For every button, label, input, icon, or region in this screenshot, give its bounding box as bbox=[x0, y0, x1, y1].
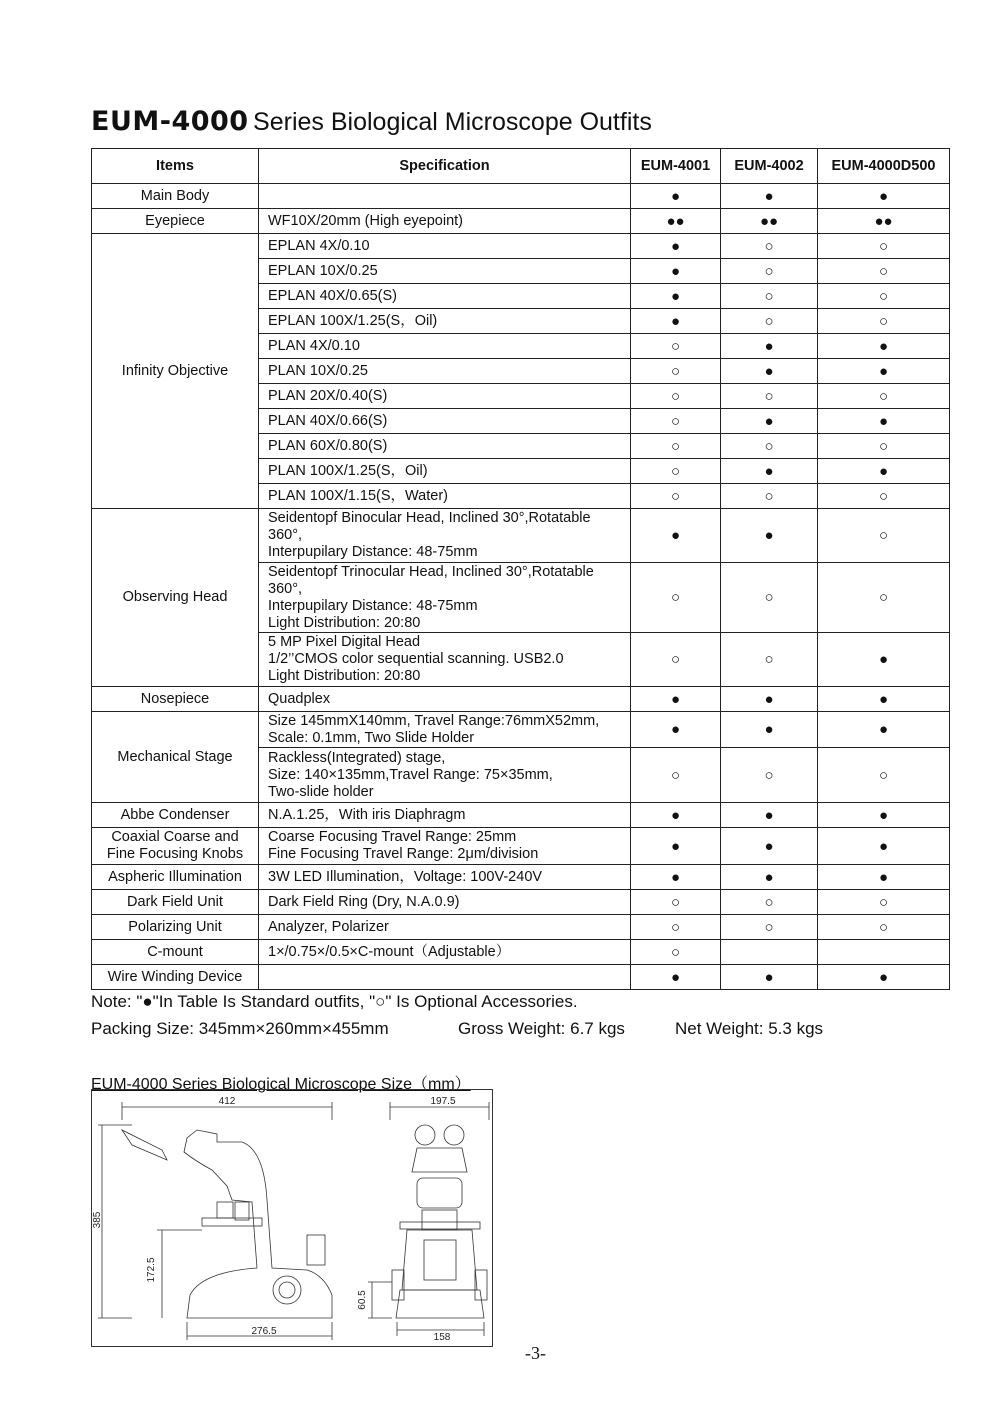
availability-cell: ○ bbox=[631, 334, 721, 359]
spec-line: 360°, bbox=[268, 580, 303, 597]
availability-cell: ○ bbox=[721, 259, 818, 284]
item-label: Wire Winding Device bbox=[107, 968, 243, 985]
item-label: Fine Focusing Knobs bbox=[106, 846, 244, 862]
availability-cell: ● bbox=[631, 828, 721, 865]
availability-cell bbox=[721, 940, 818, 965]
availability-cell: ● bbox=[818, 865, 950, 890]
availability-cell: ● bbox=[818, 965, 950, 990]
availability-cell: ● bbox=[721, 409, 818, 434]
availability-cell: ● bbox=[721, 459, 818, 484]
item-cell bbox=[92, 915, 259, 940]
item-cell bbox=[92, 687, 259, 712]
spec-cell bbox=[259, 184, 631, 209]
availability-cell: ○ bbox=[721, 633, 818, 687]
item-label: Infinity Objective bbox=[121, 362, 229, 379]
spec-cell bbox=[259, 409, 631, 434]
item-label: C-mount bbox=[147, 943, 203, 960]
table-row bbox=[92, 940, 950, 965]
availability-cell: ○ bbox=[631, 940, 721, 965]
microscope-drawing-svg bbox=[92, 1090, 492, 1346]
availability-cell: ● bbox=[721, 865, 818, 890]
table-row bbox=[92, 803, 950, 828]
availability-cell: ○ bbox=[631, 459, 721, 484]
availability-cell: ○ bbox=[721, 434, 818, 459]
spec-cell bbox=[259, 384, 631, 409]
availability-cell: ○ bbox=[818, 259, 950, 284]
spec-line: 3W LED Illumination，Voltage: 100V-240V bbox=[268, 868, 543, 885]
availability-cell: ● bbox=[818, 687, 950, 712]
availability-cell: ● bbox=[721, 334, 818, 359]
page-number: -3- bbox=[525, 1343, 546, 1363]
spec-cell bbox=[259, 712, 631, 748]
header-eum-4001: EUM-4001 bbox=[631, 149, 721, 184]
spec-line: EPLAN 100X/1.25(S，Oil) bbox=[268, 312, 438, 329]
spec-cell bbox=[259, 359, 631, 384]
availability-cell: ● bbox=[818, 409, 950, 434]
availability-cell: ● bbox=[631, 309, 721, 334]
header-specification: Specification bbox=[259, 149, 631, 184]
item-label: Dark Field Unit bbox=[127, 893, 223, 910]
availability-cell: ● bbox=[631, 509, 721, 563]
title-text: Series Biological Microscope Outfits bbox=[253, 108, 652, 136]
availability-cell: ○ bbox=[721, 748, 818, 803]
spec-line: Size 145mmX140mm, Travel Range:76mmX52mm, bbox=[268, 712, 600, 729]
table-row bbox=[92, 687, 950, 712]
availability-cell: ○ bbox=[721, 309, 818, 334]
table-row bbox=[92, 509, 950, 563]
availability-cell: ○ bbox=[631, 484, 721, 509]
availability-cell: ● bbox=[818, 712, 950, 748]
spec-line: PLAN 20X/0.40(S) bbox=[268, 387, 388, 404]
table-row bbox=[92, 234, 950, 259]
spec-cell bbox=[259, 803, 631, 828]
availability-cell: ●● bbox=[721, 209, 818, 234]
availability-cell: ○ bbox=[818, 748, 950, 803]
spec-cell bbox=[259, 459, 631, 484]
availability-cell: ○ bbox=[818, 284, 950, 309]
spec-cell bbox=[259, 940, 631, 965]
spec-cell bbox=[259, 915, 631, 940]
dim-side-width: 412 bbox=[218, 1096, 236, 1107]
legend-note: Note: "●"In Table Is Standard outfits, "○" Is Optional Accessories. bbox=[91, 992, 578, 1011]
availability-cell: ○ bbox=[721, 234, 818, 259]
packing-size: Packing Size: 345mm×260mm×455mm bbox=[91, 1019, 389, 1038]
availability-cell: ○ bbox=[631, 409, 721, 434]
availability-cell: ○ bbox=[721, 890, 818, 915]
item-label: Observing Head bbox=[122, 589, 228, 605]
spec-line: Fine Focusing Travel Range: 2μm/division bbox=[268, 846, 539, 862]
availability-cell: ● bbox=[818, 633, 950, 687]
spec-line: EPLAN 10X/0.25 bbox=[268, 262, 378, 279]
item-cell bbox=[92, 865, 259, 890]
availability-cell: ○ bbox=[818, 890, 950, 915]
header-eum-4002: EUM-4002 bbox=[721, 149, 818, 184]
spec-line: N.A.1.25，With iris Diaphragm bbox=[268, 806, 466, 823]
availability-cell: ● bbox=[818, 803, 950, 828]
header-eum-4000d500: EUM-4000D500 bbox=[818, 149, 950, 184]
spec-cell bbox=[259, 748, 631, 803]
item-cell bbox=[92, 940, 259, 965]
spec-line: Quadplex bbox=[268, 690, 331, 707]
dim-stage-height: 172.5 bbox=[146, 1257, 157, 1283]
spec-line: Light Distribution: 20:80 bbox=[268, 668, 421, 684]
availability-cell: ● bbox=[721, 687, 818, 712]
availability-cell: ● bbox=[721, 803, 818, 828]
availability-cell: ○ bbox=[721, 915, 818, 940]
availability-cell: ○ bbox=[818, 234, 950, 259]
spec-line: WF10X/20mm (High eyepoint) bbox=[268, 212, 464, 229]
spec-line: Two-slide holder bbox=[268, 783, 374, 800]
header-items: Items bbox=[92, 149, 259, 184]
spec-cell bbox=[259, 965, 631, 990]
availability-cell: ○ bbox=[631, 633, 721, 687]
availability-cell: ○ bbox=[721, 384, 818, 409]
item-label: Nosepiece bbox=[140, 690, 210, 707]
spec-line: PLAN 100X/1.15(S，Water) bbox=[268, 487, 448, 504]
availability-cell: ○ bbox=[631, 890, 721, 915]
availability-cell: ● bbox=[721, 359, 818, 384]
spec-line: Seidentopf Trinocular Head, Inclined 30°,Rotatable bbox=[268, 563, 594, 580]
spec-line: 1/2’’CMOS color sequential scanning. USB2.0 bbox=[268, 651, 564, 667]
availability-cell: ○ bbox=[631, 384, 721, 409]
spec-cell bbox=[259, 865, 631, 890]
availability-cell: ● bbox=[721, 828, 818, 865]
availability-cell: ● bbox=[631, 965, 721, 990]
item-cell bbox=[92, 965, 259, 990]
availability-cell: ● bbox=[721, 712, 818, 748]
spec-cell bbox=[259, 259, 631, 284]
availability-cell: ● bbox=[721, 965, 818, 990]
availability-cell: ● bbox=[818, 334, 950, 359]
spec-cell bbox=[259, 209, 631, 234]
dim-front-width: 197.5 bbox=[430, 1096, 456, 1107]
availability-cell: ● bbox=[631, 184, 721, 209]
microscope-size-drawing bbox=[91, 1089, 493, 1347]
table-row bbox=[92, 890, 950, 915]
spec-cell bbox=[259, 890, 631, 915]
spec-line: Dark Field Ring (Dry, N.A.0.9) bbox=[268, 893, 460, 910]
spec-line: 5 MP Pixel Digital Head bbox=[268, 634, 421, 650]
spec-line: Light Distribution: 20:80 bbox=[268, 614, 421, 631]
spec-cell bbox=[259, 234, 631, 259]
availability-cell: ○ bbox=[631, 563, 721, 633]
availability-cell: ● bbox=[818, 359, 950, 384]
availability-cell: ○ bbox=[721, 484, 818, 509]
availability-cell: ● bbox=[721, 184, 818, 209]
spec-line: Coarse Focusing Travel Range: 25mm bbox=[268, 829, 517, 845]
availability-cell: ● bbox=[818, 459, 950, 484]
table-row bbox=[92, 712, 950, 748]
spec-cell bbox=[259, 484, 631, 509]
availability-cell: ○ bbox=[631, 434, 721, 459]
spec-line: EPLAN 4X/0.10 bbox=[268, 237, 370, 254]
dim-height: 385 bbox=[92, 1211, 103, 1229]
availability-cell: ○ bbox=[818, 384, 950, 409]
availability-cell: ○ bbox=[818, 915, 950, 940]
availability-cell: ● bbox=[721, 509, 818, 563]
spec-line: Analyzer, Polarizer bbox=[268, 918, 389, 935]
item-cell bbox=[92, 890, 259, 915]
availability-cell: ●● bbox=[631, 209, 721, 234]
availability-cell: ○ bbox=[631, 748, 721, 803]
availability-cell: ● bbox=[631, 803, 721, 828]
availability-cell: ● bbox=[631, 865, 721, 890]
table-row bbox=[92, 965, 950, 990]
spec-cell bbox=[259, 563, 631, 633]
net-weight: Net Weight: 5.3 kgs bbox=[675, 1019, 824, 1038]
availability-cell: ○ bbox=[721, 563, 818, 633]
gross-weight: Gross Weight: 6.7 kgs bbox=[458, 1019, 625, 1038]
item-cell bbox=[92, 803, 259, 828]
table-row bbox=[92, 184, 950, 209]
spec-line: 1×/0.75×/0.5×C-mount（Adjustable） bbox=[268, 943, 511, 960]
table-row bbox=[92, 915, 950, 940]
spec-line: PLAN 100X/1.25(S，Oil) bbox=[268, 462, 428, 479]
availability-cell: ● bbox=[631, 259, 721, 284]
size-drawing-title: EUM-4000 Series Biological Microscope Size（mm） bbox=[91, 1076, 471, 1093]
spec-line: PLAN 60X/0.80(S) bbox=[268, 437, 388, 454]
spec-line: PLAN 10X/0.25 bbox=[268, 362, 368, 379]
item-label: Main Body bbox=[140, 187, 210, 204]
availability-cell: ○ bbox=[721, 284, 818, 309]
spec-cell bbox=[259, 633, 631, 687]
spec-cell bbox=[259, 509, 631, 563]
availability-cell: ● bbox=[818, 184, 950, 209]
availability-cell: ● bbox=[631, 712, 721, 748]
spec-cell bbox=[259, 687, 631, 712]
availability-cell: ○ bbox=[818, 309, 950, 334]
spec-line: Rackless(Integrated) stage, bbox=[268, 749, 446, 766]
availability-cell: ○ bbox=[818, 484, 950, 509]
item-label: Abbe Condenser bbox=[120, 806, 230, 823]
spec-cell bbox=[259, 434, 631, 459]
availability-cell: ○ bbox=[818, 563, 950, 633]
availability-cell: ● bbox=[631, 687, 721, 712]
dim-base-depth: 276.5 bbox=[251, 1326, 277, 1337]
spec-line: Interpupilary Distance: 48-75mm bbox=[268, 544, 478, 560]
spec-line: Scale: 0.1mm, Two Slide Holder bbox=[268, 729, 475, 746]
spec-line: Seidentopf Binocular Head, Inclined 30°,Rotatable bbox=[268, 510, 591, 526]
item-label: Coaxial Coarse and bbox=[111, 829, 239, 845]
availability-cell: ● bbox=[631, 284, 721, 309]
spec-line: 360°, bbox=[268, 527, 303, 543]
item-cell bbox=[92, 828, 259, 865]
availability-cell: ○ bbox=[631, 915, 721, 940]
availability-cell: ○ bbox=[818, 434, 950, 459]
item-cell bbox=[92, 509, 259, 687]
spec-line: EPLAN 40X/0.65(S) bbox=[268, 287, 397, 304]
spec-cell bbox=[259, 284, 631, 309]
spec-line: PLAN 40X/0.66(S) bbox=[268, 412, 388, 429]
spec-cell bbox=[259, 334, 631, 359]
availability-cell: ●● bbox=[818, 209, 950, 234]
availability-cell: ● bbox=[631, 234, 721, 259]
availability-cell: ○ bbox=[818, 509, 950, 563]
spec-line: PLAN 4X/0.10 bbox=[268, 337, 360, 354]
availability-cell: ● bbox=[818, 828, 950, 865]
item-cell bbox=[92, 712, 259, 803]
spec-cell bbox=[259, 828, 631, 865]
table-row bbox=[92, 209, 950, 234]
item-cell bbox=[92, 234, 259, 509]
page-title bbox=[91, 106, 652, 137]
availability-cell bbox=[818, 940, 950, 965]
title-model: EUM-4000 bbox=[91, 106, 249, 137]
table-row bbox=[92, 828, 950, 865]
spec-line: Size: 140×135mm,Travel Range: 75×35mm, bbox=[268, 766, 553, 783]
dim-knob-height: 60.5 bbox=[357, 1290, 368, 1310]
item-cell bbox=[92, 209, 259, 234]
spec-cell bbox=[259, 309, 631, 334]
item-label: Mechanical Stage bbox=[117, 748, 233, 765]
header-row bbox=[92, 149, 950, 184]
item-label: Aspheric Illumination bbox=[108, 868, 242, 885]
item-label: Eyepiece bbox=[145, 212, 205, 229]
dim-front-base: 158 bbox=[433, 1332, 451, 1343]
availability-cell: ○ bbox=[631, 359, 721, 384]
table-row bbox=[92, 865, 950, 890]
item-cell bbox=[92, 184, 259, 209]
spec-table bbox=[91, 148, 950, 990]
item-label: Polarizing Unit bbox=[128, 918, 222, 935]
spec-line: Interpupilary Distance: 48-75mm bbox=[268, 597, 478, 614]
